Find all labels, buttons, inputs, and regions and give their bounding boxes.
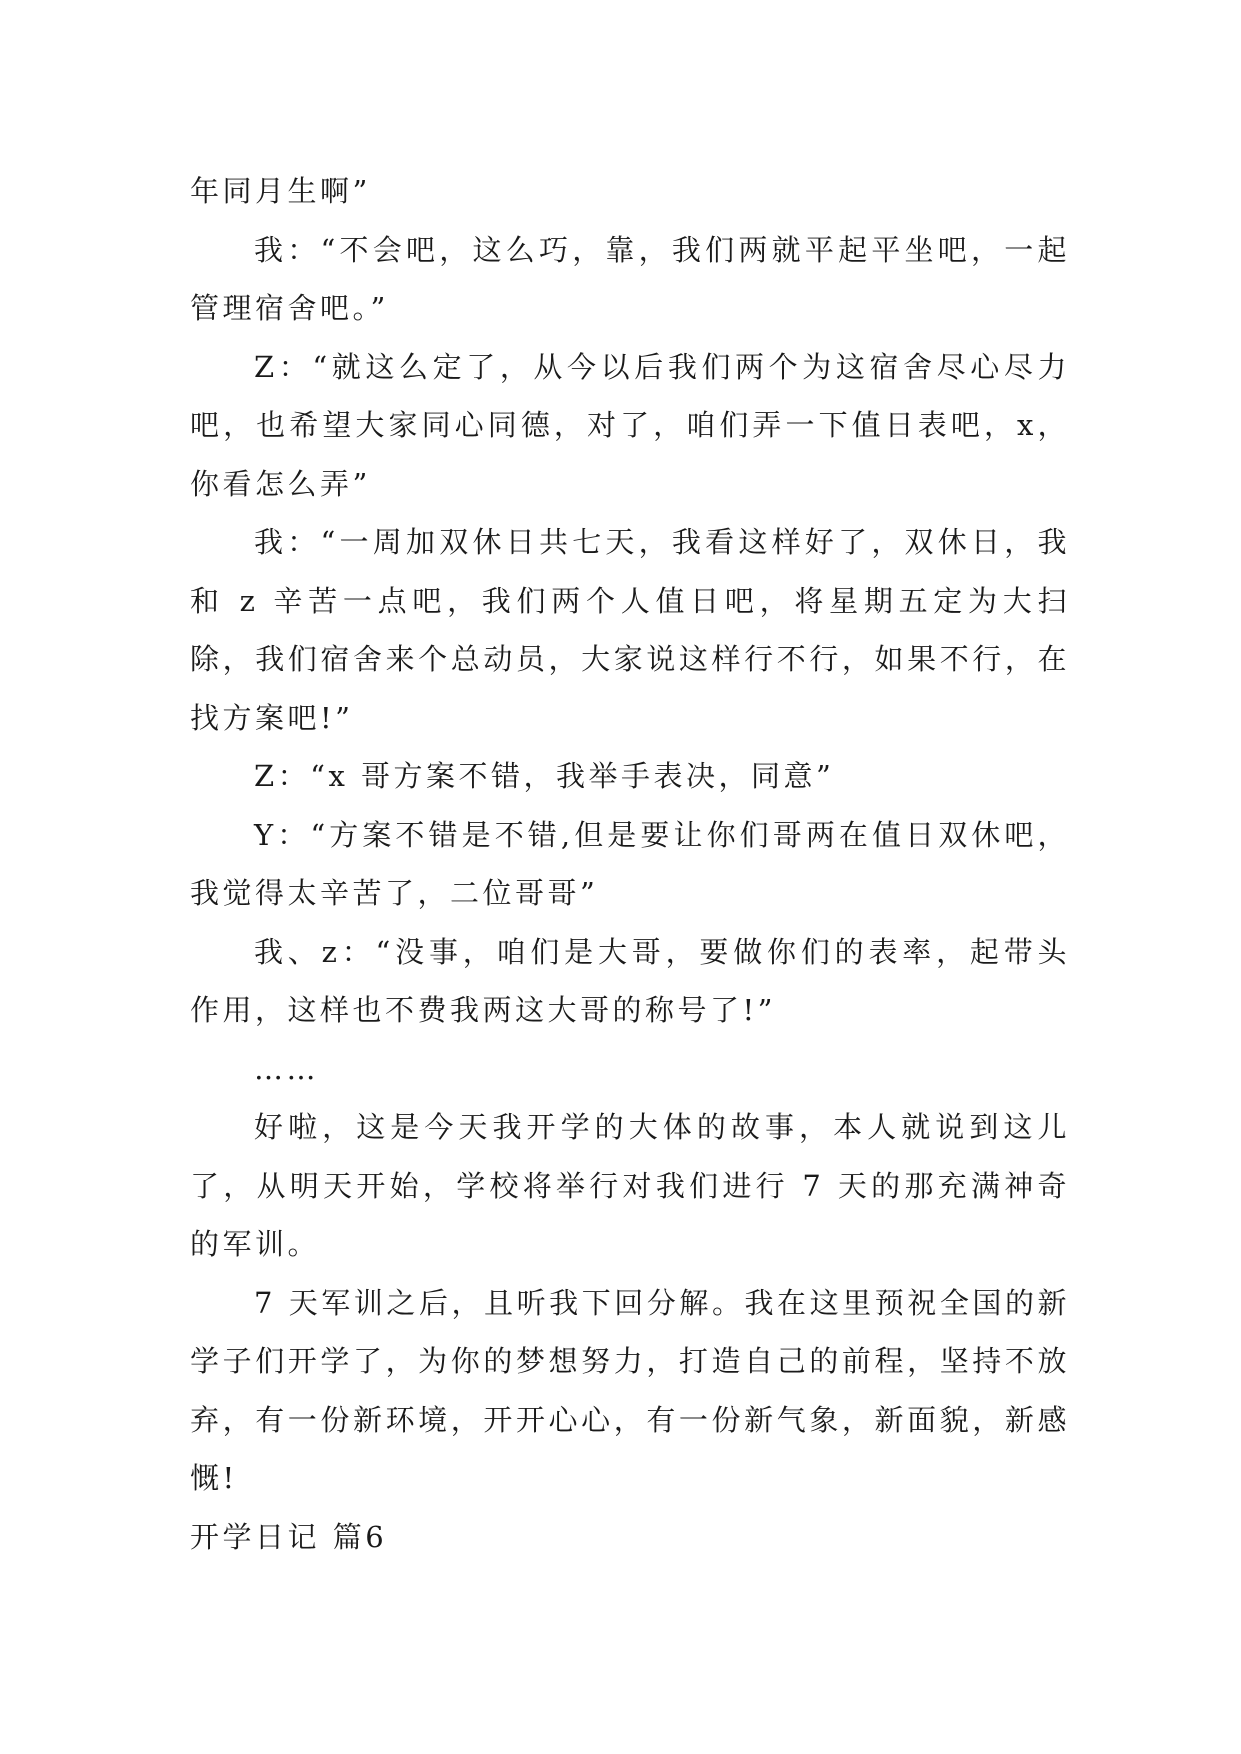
paragraph-4: 我：“一周加双休日共七天，我看这样好了，双休日，我和 z 辛苦一点吧，我们两个人值日吧，将星期五定为大扫除，我们宿舍来个总动员，大家说这样行不行，如果不行，在找方案吧!” [190,525,1070,735]
paragraph-3: Z：“就这么定了，从今以后我们两个为这宿舍尽心尽力吧，也希望大家同心同德，对了，咱们弄一下值日表吧，x，你看怎么弄” [190,349,1070,501]
paragraph-2: 我：“不会吧，这么巧，靠，我们两就平起平坐吧，一起管理宿舍吧。” [190,232,1070,325]
section-heading: 开学日记 篇6 [190,1519,388,1554]
paragraph-10: 7 天军训之后，且听我下回分解。我在这里预祝全国的新学子们开学了，为你的梦想努力，打造自己的前程，坚持不放弃，有一份新环境，开开心心，有一份新气象，新面貌，新感慨! [190,1285,1070,1495]
paragraph-6: Y：“方案不错是不错,但是要让你们哥两在值日双休吧，我觉得太辛苦了，二位哥哥” [190,817,1070,910]
document-page [190,162,1070,1566]
paragraph-7: 我、z：“没事，咱们是大哥，要做你们的表率，起带头作用，这样也不费我两这大哥的称号了!” [190,934,1070,1027]
paragraph-5: Z：“x 哥方案不错，我举手表决，同意” [254,759,835,793]
paragraph-1: 年同月生啊” [190,174,371,208]
paragraph-9: 好啦，这是今天我开学的大体的故事，本人就说到这儿了，从明天开始，学校将举行对我们进行 7 天的那充满神奇的军训。 [190,1110,1070,1261]
paragraph-8: …… [254,1051,319,1086]
